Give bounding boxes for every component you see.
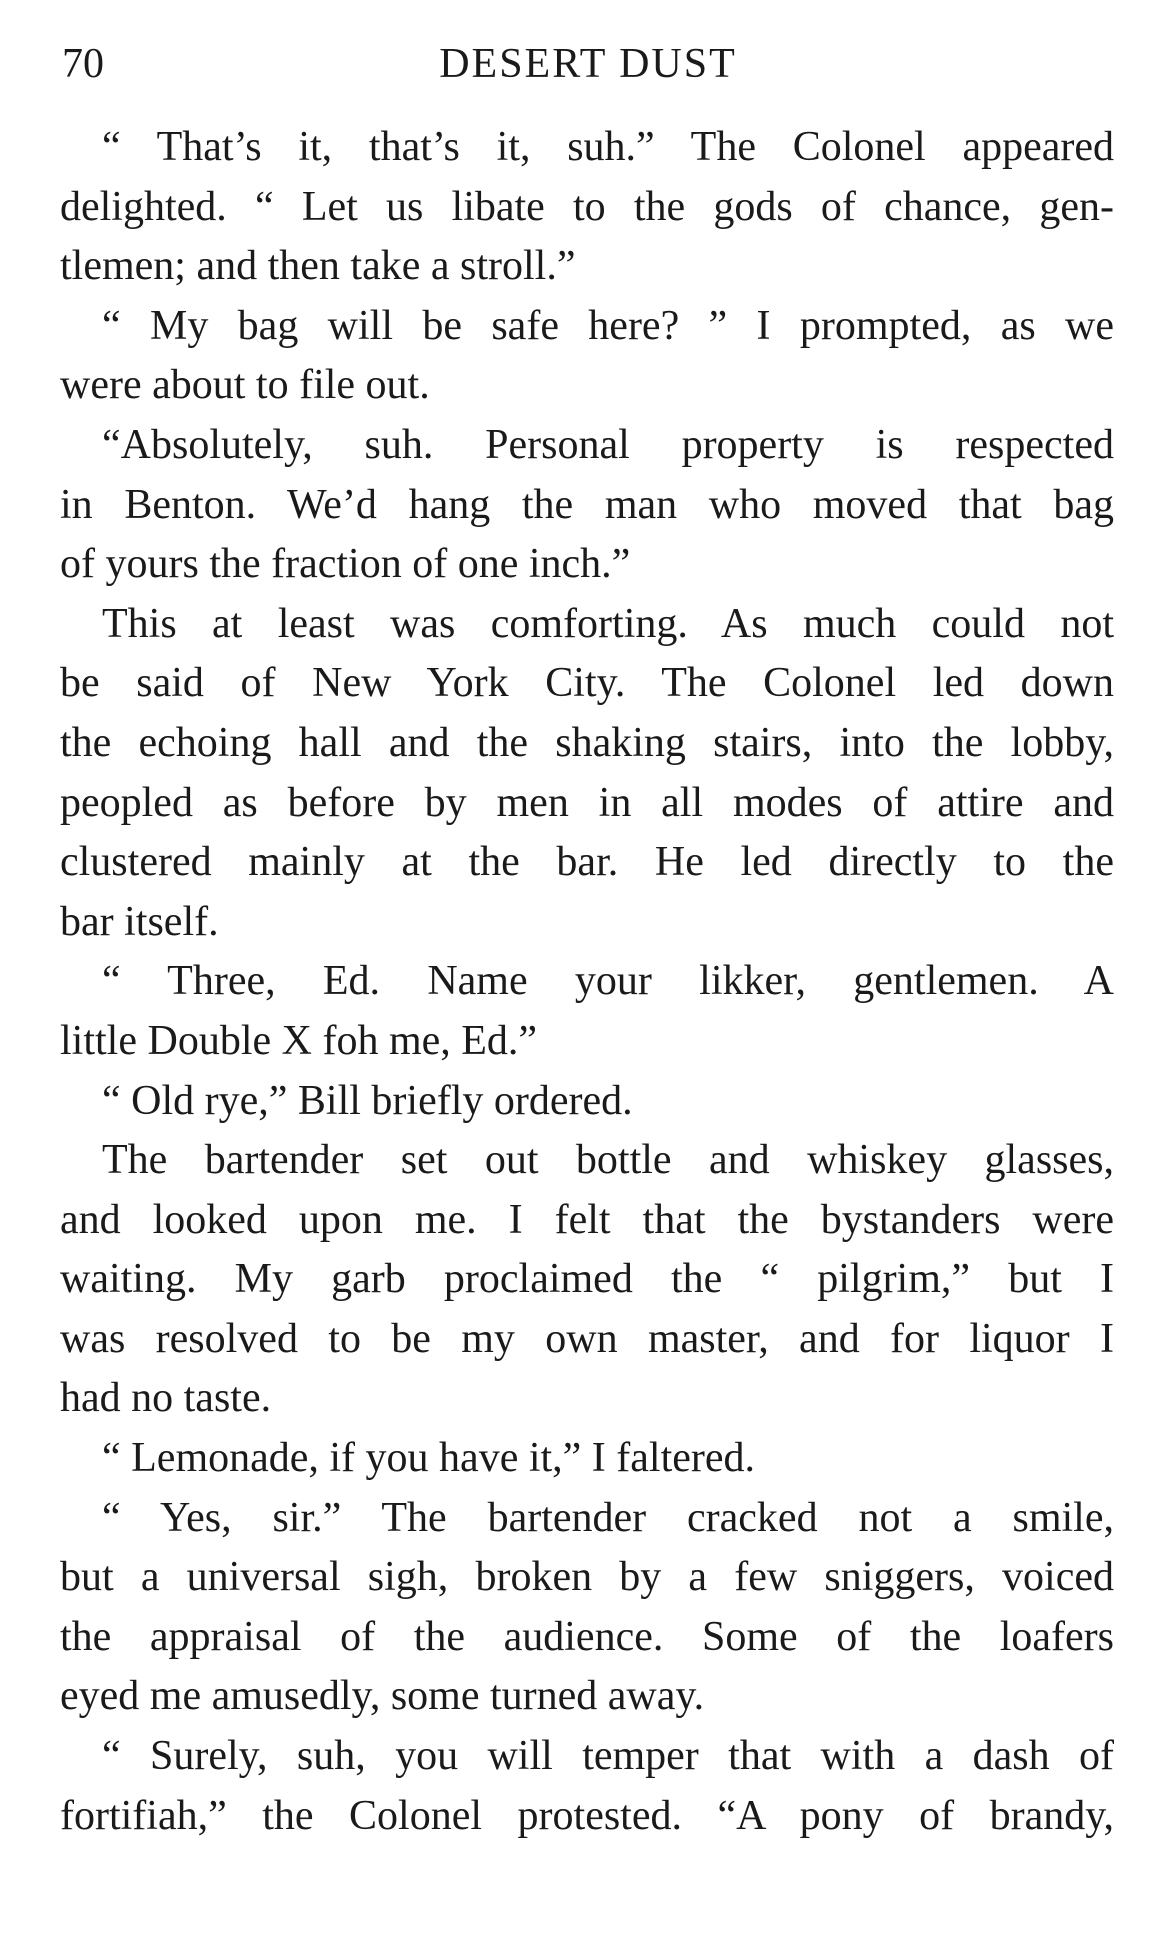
text-line: and looked upon me. I felt that the bystanders were bbox=[60, 1196, 1114, 1243]
text-line: “ That’s it, that’s it, suh.” The Colonel appeared bbox=[102, 124, 1114, 170]
text-line: delighted. “ Let us libate to the gods of chance, gen- bbox=[60, 183, 1114, 230]
text-line: but a universal sigh, broken by a few sniggers, voiced bbox=[60, 1554, 1114, 1601]
paragraph bbox=[60, 1727, 1114, 1846]
paragraph bbox=[60, 1131, 1114, 1429]
paragraph bbox=[60, 118, 1114, 297]
text-line: the appraisal of the audience. Some of the loafers bbox=[60, 1613, 1114, 1660]
text-line: This at least was comforting. As much could not bbox=[102, 600, 1114, 647]
text-line: of yours the fraction of one inch.” bbox=[60, 541, 631, 588]
paragraph bbox=[60, 595, 1114, 953]
body-text bbox=[60, 118, 1114, 1846]
paragraph bbox=[60, 297, 1114, 416]
text-line: were about to file out. bbox=[60, 362, 430, 409]
text-line: “ Surely, suh, you will temper that with a dash of bbox=[102, 1733, 1114, 1780]
text-line: tlemen; and then take a stroll.” bbox=[60, 243, 576, 290]
text-line: “ Three, Ed. Name your likker, gentlemen. A bbox=[102, 958, 1114, 1005]
paragraph bbox=[60, 1429, 1114, 1489]
text-line: was resolved to be my own master, and for liquor I bbox=[60, 1315, 1114, 1362]
text-line: be said of New York City. The Colonel led down bbox=[60, 660, 1114, 707]
text-line: peopled as before by men in all modes of attire and bbox=[60, 779, 1114, 826]
paragraph bbox=[60, 1072, 1114, 1132]
text-line: clustered mainly at the bar. He led directly to the bbox=[60, 839, 1114, 886]
text-line: waiting. My garb proclaimed the “ pilgrim,” but I bbox=[60, 1256, 1114, 1303]
text-line: the echoing hall and the shaking stairs, into the lobby, bbox=[60, 719, 1114, 766]
running-head bbox=[62, 36, 1114, 92]
paragraph bbox=[60, 952, 1114, 1071]
paragraph bbox=[60, 416, 1114, 595]
text-line: “ Yes, sir.” The bartender cracked not a smile, bbox=[102, 1494, 1114, 1541]
paragraph bbox=[60, 1489, 1114, 1727]
text-line: little Double X foh me, Ed.” bbox=[60, 1017, 538, 1064]
text-line: “ Old rye,” Bill briefly ordered. bbox=[102, 1077, 633, 1124]
text-line: “ Lemonade, if you have it,” I faltered. bbox=[102, 1435, 756, 1482]
text-line: eyed me amusedly, some turned away. bbox=[60, 1673, 705, 1720]
text-line: bar itself. bbox=[60, 898, 219, 945]
running-title: DESERT DUST bbox=[439, 41, 737, 87]
text-line: The bartender set out bottle and whiskey glasses, bbox=[102, 1137, 1114, 1184]
text-line: fortifiah,” the Colonel protested. “A pony of brandy, bbox=[60, 1792, 1114, 1839]
text-line: “ My bag will be safe here? ” I prompted, as we bbox=[102, 302, 1114, 349]
page-number: 70 bbox=[62, 41, 104, 87]
text-line: “Absolutely, suh. Personal property is respected bbox=[102, 421, 1114, 468]
text-line: had no taste. bbox=[60, 1375, 272, 1422]
text-line: in Benton. We’d hang the man who moved that bag bbox=[60, 481, 1114, 528]
